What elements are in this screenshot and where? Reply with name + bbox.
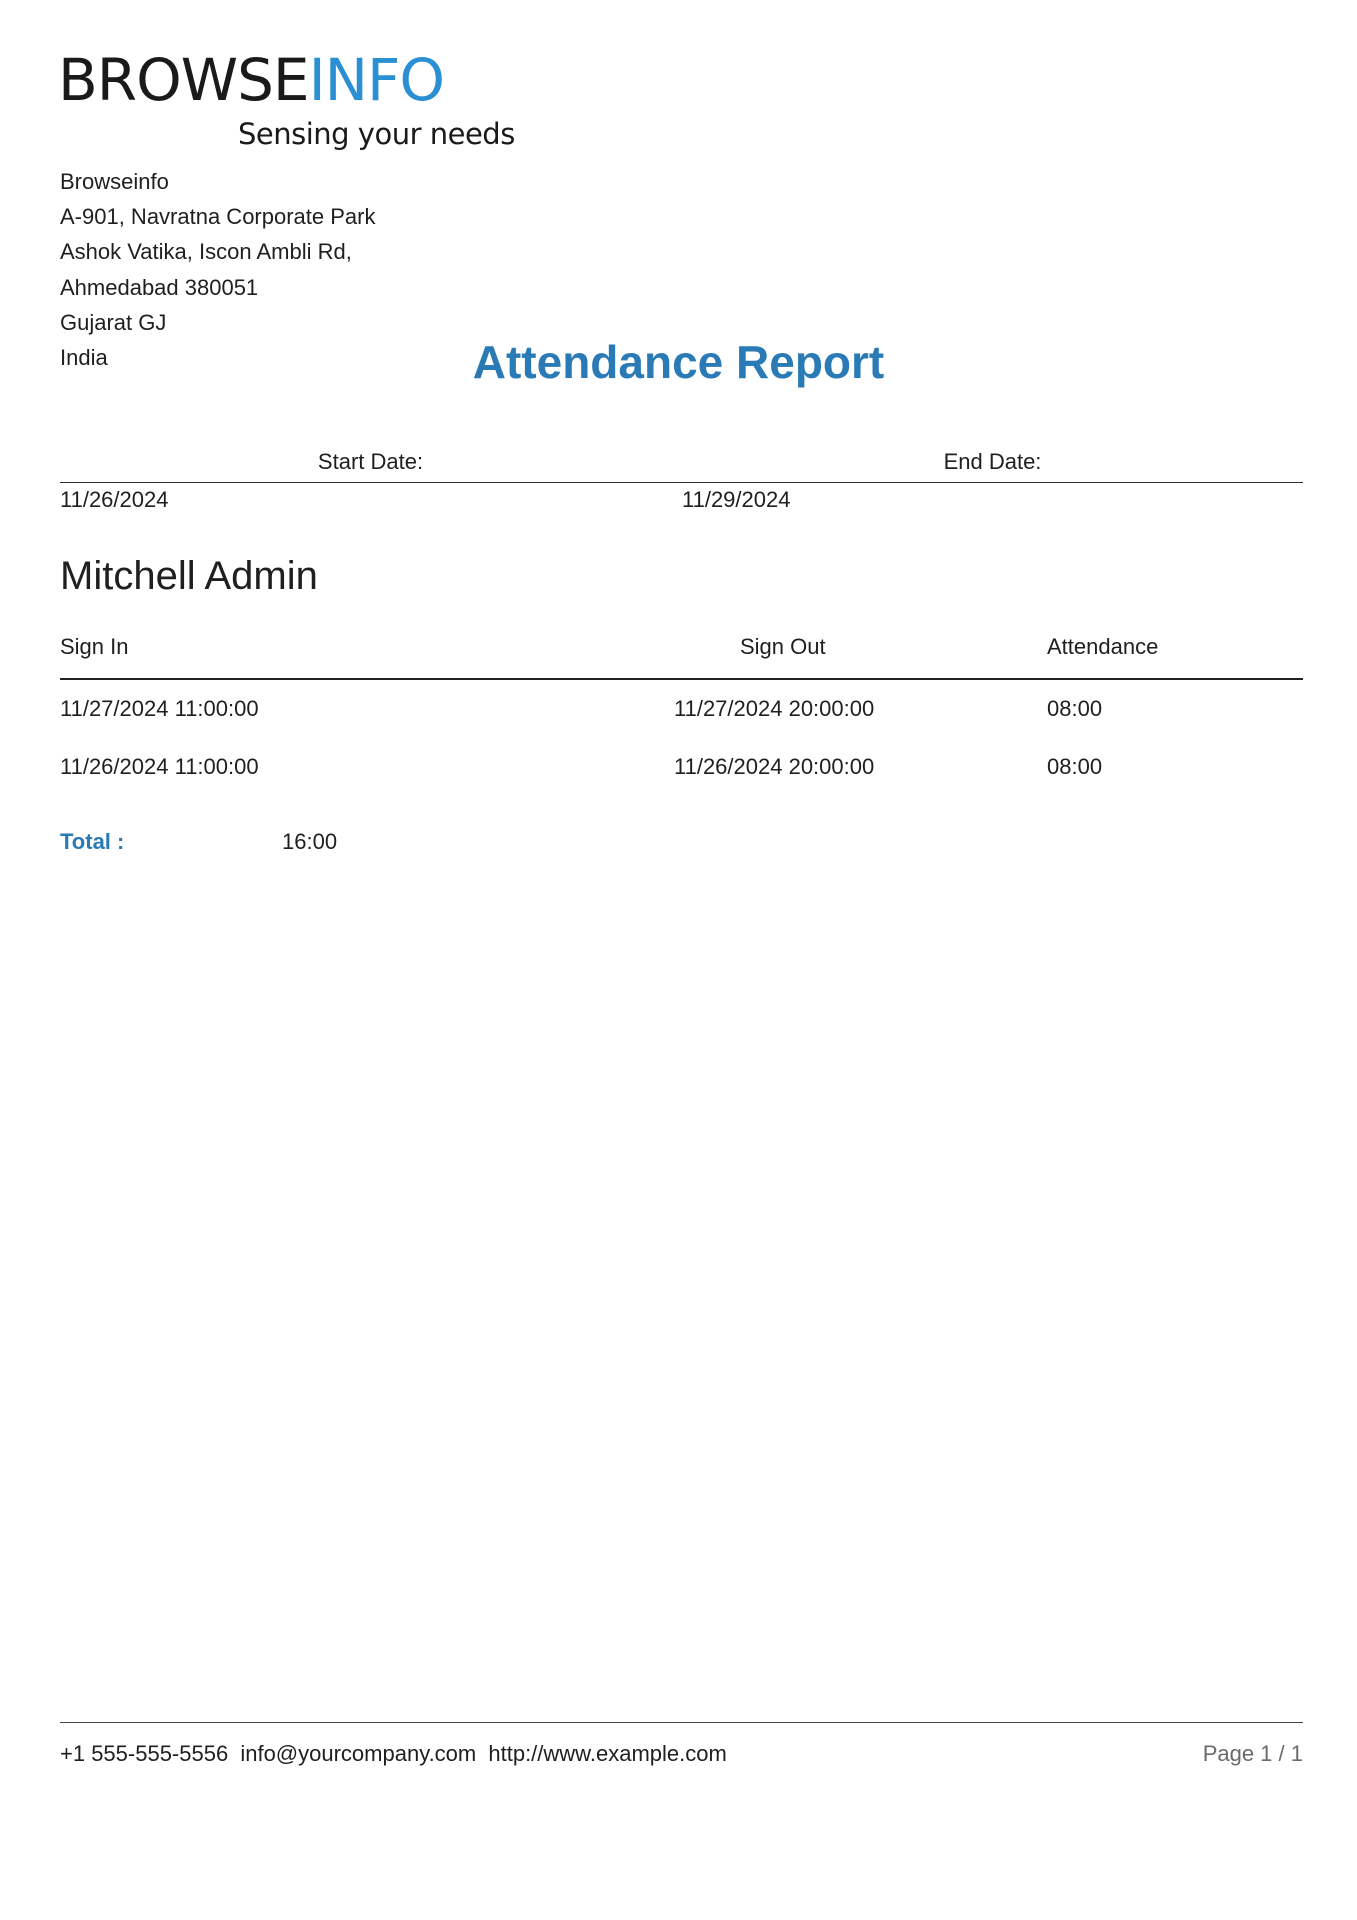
- table-row: [60, 680, 1303, 738]
- column-header-sign-out: Sign Out: [740, 634, 826, 659]
- logo-tagline: Sensing your needs: [238, 117, 515, 151]
- employee-name: Mitchell Admin: [60, 554, 318, 598]
- logo-word-dark: BROWSE: [58, 46, 309, 114]
- address-line: Gujarat GJ: [60, 309, 167, 335]
- address-line: India: [60, 345, 108, 371]
- attendance-total: [60, 824, 560, 860]
- cell-attendance: 08:00: [1047, 754, 1103, 779]
- start-date-value: 11/26/2024: [60, 487, 169, 512]
- company-logo: [58, 46, 515, 158]
- cell-sign-out: 11/27/2024 20:00:00: [674, 696, 875, 721]
- column-header-attendance: Attendance: [1047, 634, 1159, 659]
- footer-phone: +1 555-555-5556: [60, 1741, 229, 1766]
- column-header-sign-in: Sign In: [60, 634, 129, 659]
- page-number: Page 1 / 1: [1202, 1741, 1303, 1766]
- address-line: Ahmedabad 380051: [60, 274, 259, 300]
- footer-contact: [60, 1736, 727, 1772]
- table-row: [60, 738, 1303, 796]
- cell-sign-out: 11/26/2024 20:00:00: [674, 754, 875, 779]
- report-title-text: Attendance Report: [472, 336, 885, 388]
- date-range-values: [60, 482, 1303, 518]
- address-line: Ashok Vatika, Iscon Ambli Rd,: [60, 239, 352, 265]
- report-title: [0, 334, 1357, 390]
- company-name: Browseinfo: [60, 169, 169, 194]
- total-label: Total :: [60, 829, 125, 854]
- date-range-header: [60, 446, 1303, 483]
- start-date-label: Start Date:: [317, 449, 424, 474]
- end-date-label: End Date:: [943, 449, 1042, 474]
- cell-sign-in: 11/27/2024 11:00:00: [60, 696, 259, 721]
- end-date-value: 11/29/2024: [682, 487, 791, 512]
- cell-sign-in: 11/26/2024 11:00:00: [60, 754, 259, 779]
- logo-word-blue: INFO: [308, 46, 445, 114]
- table-header: [60, 628, 1303, 680]
- total-value: 16:00: [282, 829, 338, 854]
- cell-attendance: 08:00: [1047, 696, 1103, 721]
- footer-email: info@yourcompany.com: [240, 1741, 477, 1766]
- footer-divider: [60, 1722, 1303, 1723]
- logo-wordmark: [58, 48, 444, 112]
- address-line: A-901, Navratna Corporate Park: [60, 204, 376, 230]
- footer-website: http://www.example.com: [488, 1741, 727, 1766]
- attendance-table: [60, 628, 1303, 796]
